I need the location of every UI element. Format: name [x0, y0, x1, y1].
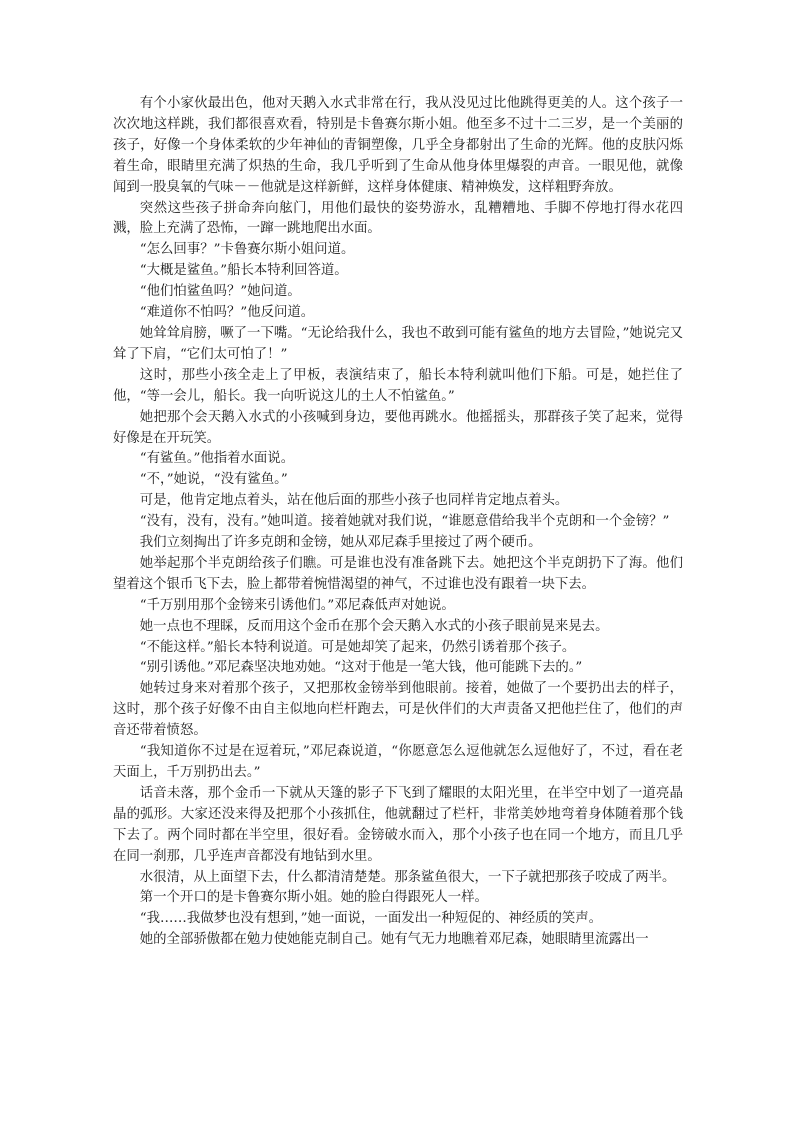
paragraph: 她耸耸肩膀，噘了一下嘴。“无论给我什么，我也不敢到可能有鲨鱼的地方去冒险，”她说完又耸了下肩，“它们太可怕了！” — [113, 325, 683, 362]
paragraph: “大概是鲨鱼。”船长本特利回答道。 — [139, 263, 348, 279]
paragraph: 话音未落，那个金币一下就从天篷的影子下飞到了耀眼的太阳光里，在半空中划了一道亮晶晶的弧形。大家还没来得及把那个小孩抓住，他就翻过了栏杆，非常美妙地弯着身体随着那个钱下去了。两个同时都在半空里，很好看。金镑破水而入，那个小孩子也在同一个地方，而且几乎在同一刹那，几乎连声音都没有地钻到水里。 — [113, 785, 683, 864]
paragraph: 她把那个会天鹅入水式的小孩喊到身边，要他再跳水。他摇摇头，那群孩子笑了起来，觉得好像是在开玩笑。 — [113, 409, 683, 446]
paragraph: 可是，他肯定地点着头，站在他后面的那些小孩子也同样肯定地点着头。 — [139, 493, 569, 509]
paragraph: 她转过身来对着那个孩子，又把那枚金镑举到他眼前。接着，她做了一个要扔出去的样子，这时，那个孩子好像不由自主似地向栏杆跑去，可是伙伴们的大声责备又把他拦住了，他们的声音还带着愤怒。 — [113, 681, 683, 739]
paragraph: “没有，没有，没有。”她叫道。接着她就对我们说，“谁愿意借给我半个克朗和一个金镑？” — [139, 514, 670, 530]
paragraph: 我们立刻掏出了许多克朗和金镑，她从邓尼森手里接过了两个硬币。 — [139, 535, 542, 551]
paragraph: 她一点也不理睬，反而用这个金币在那个会天鹅入水式的小孩子眼前晃来晃去。 — [139, 618, 609, 634]
paragraph: “难道你不怕吗？”他反问道。 — [139, 305, 315, 321]
paragraph: 她举起那个半克朗给孩子们瞧。可是谁也没有准备跳下去。她把这个半克朗扔下了海。他们望着这个银币飞下去，脸上都带着惋惜渴望的神气，不过谁也没有跟着一块下去。 — [113, 555, 683, 592]
paragraph: “别引诱他。”邓尼森坚决地劝她。“这对于他是一笔大钱，他可能跳下去的。” — [139, 660, 583, 676]
paragraph: “他们怕鲨鱼吗？”她问道。 — [139, 284, 301, 300]
document-body — [113, 94, 683, 951]
paragraph: “我……我做梦也没有想到，”她一面说，一面发出一种短促的、神经质的笑声。 — [139, 911, 603, 927]
paragraph: 有个小家伙最出色，他对天鹅入水式非常在行，我从没见过比他跳得更美的人。这个孩子一次次地这样跳，我们都很喜欢看，特别是卡鲁赛尔斯小姐。他至多不过十二三岁，是一个美丽的孩子，好像一个身体柔软的少年神仙的青铜塑像，几乎全身都射出了生命的光辉。他的皮肤闪烁着生命，眼睛里充满了炽热的生命，我几乎听到了生命从他身体里爆裂的声音。一眼见他，就像闻到一股臭氧的气味－－他就是这样新鲜，这样身体健康、精神焕发，这样粗野奔放。 — [113, 96, 683, 195]
paragraph: “我知道你不过是在逗着玩，”邓尼森说道，“你愿意怎么逗他就怎么逗他好了，不过，看在老天面上，千万别扔出去。” — [113, 744, 683, 780]
paragraph: “千万别用那个金镑来引诱他们。”邓尼森低声对她说。 — [139, 597, 455, 613]
paragraph: “不，”她说，“没有鲨鱼。” — [139, 472, 288, 488]
paragraph: 第一个开口的是卡鲁赛尔斯小姐。她的脸白得跟死人一样。 — [139, 890, 488, 906]
paragraph: “不能这样。”船长本特利说道。可是她却笑了起来，仍然引诱着那个孩子。 — [139, 639, 576, 655]
paragraph: “有鲨鱼。”他指着水面说。 — [139, 451, 295, 467]
paragraph: 她的全部骄傲都在勉力使她能克制自己。她有气无力地瞧着邓尼森，她眼睛里流露出一 — [139, 932, 649, 948]
paragraph: 突然这些孩子拼命奔向舷门，用他们最快的姿势游水，乱糟糟地、手脚不停地打得水花四溅，脸上充满了恐怖，一蹿一跳地爬出水面。 — [113, 200, 683, 237]
paragraph: 这时，那些小孩全走上了甲板，表演结束了，船长本特利就叫他们下船。可是，她拦住了他，“等一会儿，船长。我一向听说这儿的土人不怕鲨鱼。” — [113, 367, 683, 404]
paragraph: “怎么回事？”卡鲁赛尔斯小姐问道。 — [139, 242, 355, 258]
paragraph: 水很清，从上面望下去，什么都清清楚楚。那条鲨鱼很大，一下子就把那孩子咬成了两半。 — [139, 869, 676, 885]
